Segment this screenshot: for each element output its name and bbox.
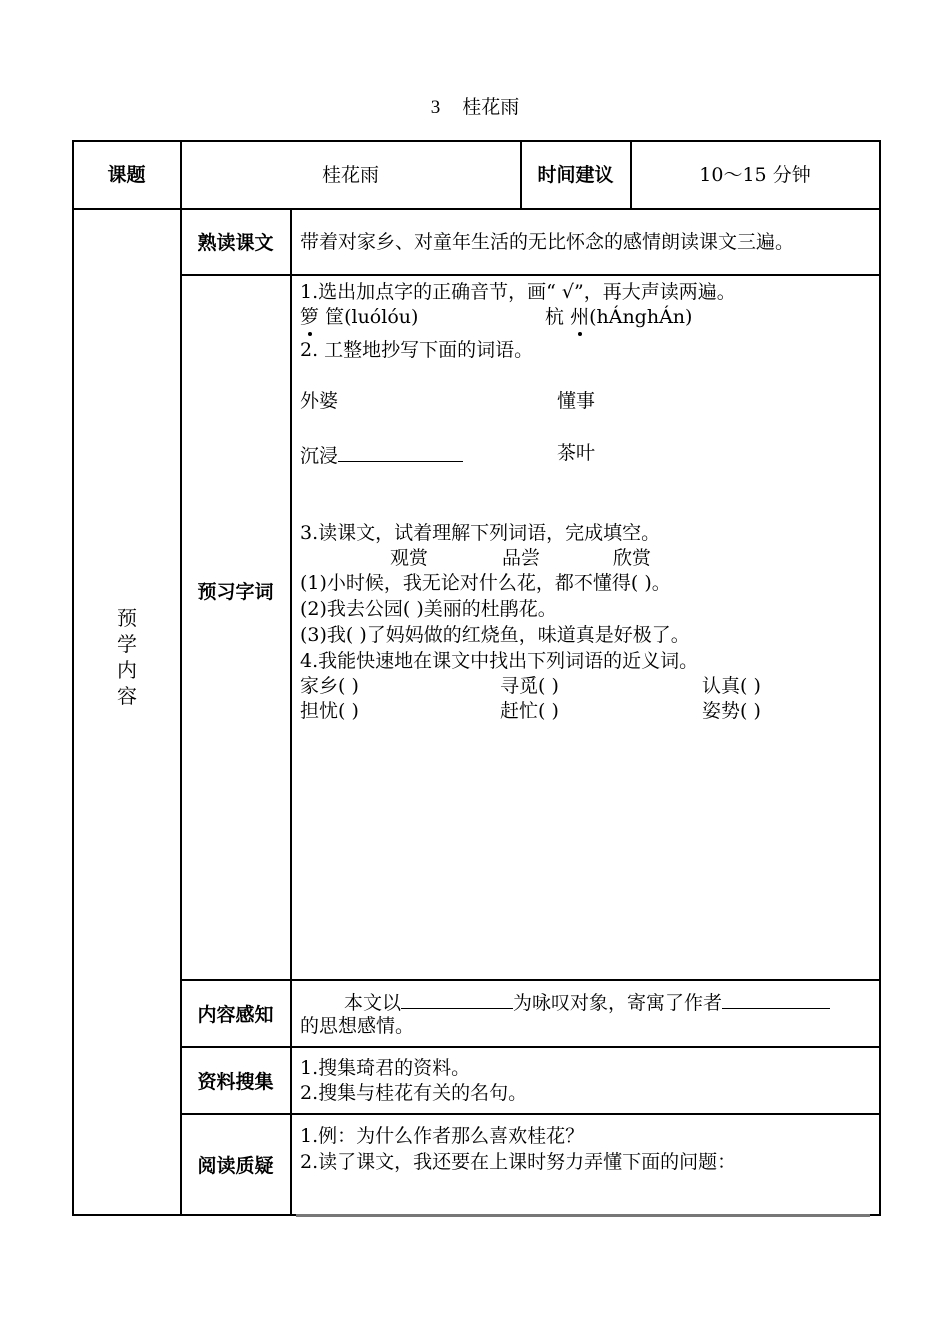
perception-line: 本文以 为咏叹对象，寄寓了作者 (344, 988, 830, 1015)
copy-blank[interactable] (338, 441, 463, 462)
question-item: 1.例：为什么作者那么喜欢桂花？ (300, 1125, 585, 1147)
section-char: 预 (117, 606, 137, 630)
q3-text: 3.读课文，试着理解下列词语，完成填空。 (300, 522, 661, 544)
copy-word: 沉浸 (300, 445, 339, 467)
q1-words: 箩 筐(luólóu) (300, 306, 419, 328)
read-text-content: 带着对家乡、对童年生活的无比怀念的感情朗读课文三遍。 (300, 231, 795, 253)
topic-value: 桂花雨 (321, 163, 379, 186)
synonym-item: 家乡( ) (300, 675, 359, 697)
synonym-item: 认真( ) (702, 675, 761, 697)
perception-line-2: 的思想感情。 (300, 1015, 415, 1037)
q2-text: 2. 工整地抄写下面的词语。 (300, 339, 534, 361)
q4-text: 4.我能快速地在课文中找出下列词语的近义词。 (300, 650, 699, 672)
label-read-text: 熟读课文 (197, 232, 274, 254)
section-char: 学 (117, 632, 137, 656)
copy-word: 懂事 (557, 390, 596, 412)
q3-sentence: (1)小时候，我无论对什么花，都不懂得( )。 (300, 572, 671, 594)
q1-text: 1.选出加点字的正确音节，画“ √”，再大声读两遍。 (300, 281, 736, 303)
section-char: 内 (117, 658, 137, 682)
label-reading-questions: 阅读质疑 (197, 1154, 274, 1177)
copy-word: 外婆 (300, 390, 339, 412)
label-content-perception: 内容感知 (197, 1003, 274, 1026)
question-item: 2.读了课文，我还要在上课时努力弄懂下面的问题： (300, 1151, 737, 1173)
dotted-char: 州 (570, 306, 590, 328)
pinyin-option: (luólóu) (344, 306, 419, 328)
perception-blank-2[interactable] (722, 988, 830, 1009)
q3-option: 品尝 (502, 547, 541, 569)
section-char: 容 (117, 684, 137, 708)
q3-sentence: (2)我去公园( )美丽的杜鹃花。 (300, 598, 557, 620)
q3-option: 观赏 (390, 547, 429, 569)
synonym-item: 寻觅( ) (500, 675, 559, 697)
lesson-number: 3 (430, 97, 441, 118)
label-material-search: 资料搜集 (197, 1070, 274, 1093)
time-value: 10～15 分钟 (699, 163, 811, 186)
dotted-char: 箩 (300, 306, 320, 328)
page-title (0, 92, 950, 119)
q3-sentence: (3)我( )了妈妈做的红烧鱼，味道真是好极了。 (300, 624, 690, 646)
q3-option: 欣赏 (613, 547, 652, 569)
synonym-item: 姿势( ) (702, 700, 761, 722)
material-item: 2.搜集与桂花有关的名句。 (300, 1082, 528, 1104)
lesson-title: 桂花雨 (462, 96, 520, 118)
section-label (112, 605, 142, 709)
label-preview-words: 预习字词 (197, 580, 274, 603)
topic-label: 课题 (107, 163, 146, 186)
material-item: 1.搜集琦君的资料。 (300, 1057, 471, 1079)
q1-words-2: 杭 州(hÁnghÁn) (545, 306, 693, 328)
copy-word: 茶叶 (557, 442, 596, 464)
synonym-item: 担忧( ) (300, 700, 359, 722)
synonym-item: 赶忙( ) (500, 700, 559, 722)
copy-word-row (300, 441, 463, 468)
time-label: 时间建议 (537, 163, 614, 186)
pinyin-option: (hÁnghÁn) (589, 306, 693, 328)
perception-blank-1[interactable] (401, 988, 513, 1009)
